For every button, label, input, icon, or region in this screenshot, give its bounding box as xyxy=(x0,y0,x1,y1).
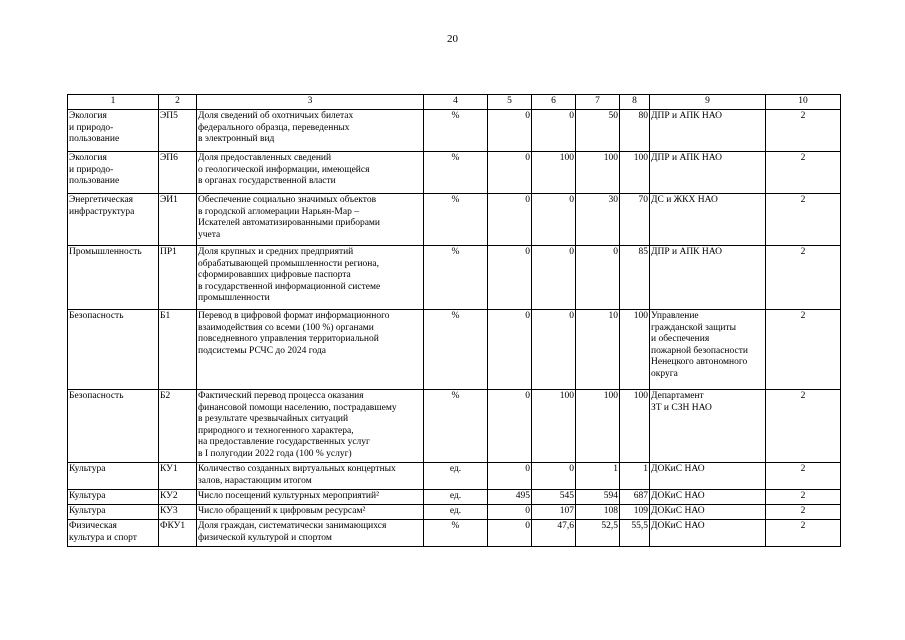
area-cell: Физическая культура и спорт xyxy=(68,520,159,547)
code-cell: КУ3 xyxy=(159,505,197,520)
value-cell: 52,5 xyxy=(576,520,620,547)
value-cell: 0 xyxy=(532,310,576,390)
column-header: 4 xyxy=(424,95,488,110)
unit-cell: % xyxy=(424,194,488,246)
indicator-name-cell: Фактический перевод процесса оказания финансовой помощи населению, пострадавшему в результате чрезвычайных ситуаций природного и техногенного характера, на предоставление государственных услуг в I полугодии 2022 года (100 % услуг) xyxy=(197,390,424,463)
value-cell: 55,5 xyxy=(620,520,650,547)
indicator-name-cell: Доля крупных и средних предприятий обрабатывающей промышленности региона, сформировавших цифровые паспорта в государственной информационной системе промышленности xyxy=(197,246,424,310)
table-row xyxy=(68,310,841,390)
table-row xyxy=(68,246,841,310)
unit-cell: % xyxy=(424,246,488,310)
code-cell: ПР1 xyxy=(159,246,197,310)
value-cell: 100 xyxy=(620,390,650,463)
table-row xyxy=(68,520,841,547)
value-cell: 0 xyxy=(488,110,532,152)
table-row xyxy=(68,152,841,194)
value-cell: 495 xyxy=(488,490,532,505)
code-cell: ЭП5 xyxy=(159,110,197,152)
column-header: 6 xyxy=(532,95,576,110)
value-cell: 687 xyxy=(620,490,650,505)
table-row xyxy=(68,490,841,505)
code-cell: Б2 xyxy=(159,390,197,463)
code-cell: Б1 xyxy=(159,310,197,390)
value-cell: 30 xyxy=(576,194,620,246)
area-cell: Безопасность xyxy=(68,310,159,390)
code-cell: ЭИ1 xyxy=(159,194,197,246)
value-cell: 0 xyxy=(488,310,532,390)
value-cell: 0 xyxy=(532,246,576,310)
indicators-table xyxy=(67,94,841,547)
value-cell: 0 xyxy=(488,194,532,246)
responsible-cell: ДПР и АПК НАО xyxy=(650,110,766,152)
value-cell: 100 xyxy=(532,390,576,463)
value-cell: 0 xyxy=(488,463,532,490)
value-cell: 1 xyxy=(620,463,650,490)
value-cell: 2 xyxy=(766,110,841,152)
table-row xyxy=(68,194,841,246)
value-cell: 100 xyxy=(620,310,650,390)
value-cell: 50 xyxy=(576,110,620,152)
value-cell: 0 xyxy=(488,246,532,310)
code-cell: КУ1 xyxy=(159,463,197,490)
value-cell: 47,6 xyxy=(532,520,576,547)
column-header: 9 xyxy=(650,95,766,110)
responsible-cell: ДОКиС НАО xyxy=(650,463,766,490)
indicator-name-cell: Число посещений культурных мероприятий² xyxy=(197,490,424,505)
value-cell: 0 xyxy=(532,110,576,152)
indicator-name-cell: Число обращений к цифровым ресурсам² xyxy=(197,505,424,520)
value-cell: 2 xyxy=(766,152,841,194)
responsible-cell: ДПР и АПК НАО xyxy=(650,152,766,194)
value-cell: 545 xyxy=(532,490,576,505)
code-cell: ФКУ1 xyxy=(159,520,197,547)
value-cell: 107 xyxy=(532,505,576,520)
value-cell: 2 xyxy=(766,463,841,490)
indicator-name-cell: Доля сведений об охотничьих билетах федерального образца, переведенных в электронный вид xyxy=(197,110,424,152)
area-cell: Безопасность xyxy=(68,390,159,463)
value-cell: 0 xyxy=(532,463,576,490)
value-cell: 109 xyxy=(620,505,650,520)
column-header: 8 xyxy=(620,95,650,110)
value-cell: 0 xyxy=(576,246,620,310)
responsible-cell: ДОКиС НАО xyxy=(650,505,766,520)
area-cell: Промышленность xyxy=(68,246,159,310)
code-cell: КУ2 xyxy=(159,490,197,505)
value-cell: 0 xyxy=(532,194,576,246)
value-cell: 70 xyxy=(620,194,650,246)
value-cell: 2 xyxy=(766,390,841,463)
column-header: 10 xyxy=(766,95,841,110)
unit-cell: ед. xyxy=(424,490,488,505)
unit-cell: ед. xyxy=(424,505,488,520)
table-row xyxy=(68,463,841,490)
unit-cell: % xyxy=(424,390,488,463)
table-row xyxy=(68,505,841,520)
indicator-name-cell: Доля граждан, систематически занимающихся физической культурой и спортом xyxy=(197,520,424,547)
table-row xyxy=(68,110,841,152)
responsible-cell: ДПР и АПК НАО xyxy=(650,246,766,310)
value-cell: 0 xyxy=(488,505,532,520)
unit-cell: % xyxy=(424,520,488,547)
code-cell: ЭП6 xyxy=(159,152,197,194)
responsible-cell: Департамент ЗТ и СЗН НАО xyxy=(650,390,766,463)
area-cell: Культура xyxy=(68,505,159,520)
value-cell: 0 xyxy=(488,390,532,463)
column-header: 3 xyxy=(197,95,424,110)
value-cell: 2 xyxy=(766,194,841,246)
indicator-name-cell: Перевод в цифровой формат информационного взаимодействия со всеми (100 %) органами повседневного управления территориальной подсистемы РСЧС до 2024 года xyxy=(197,310,424,390)
area-cell: Культура xyxy=(68,490,159,505)
value-cell: 2 xyxy=(766,505,841,520)
responsible-cell: ДС и ЖКХ НАО xyxy=(650,194,766,246)
area-cell: Энергетическая инфраструктура xyxy=(68,194,159,246)
value-cell: 2 xyxy=(766,310,841,390)
column-header: 5 xyxy=(488,95,532,110)
area-cell: Культура xyxy=(68,463,159,490)
value-cell: 2 xyxy=(766,490,841,505)
value-cell: 0 xyxy=(488,520,532,547)
page-number: 20 xyxy=(447,33,458,45)
table-row xyxy=(68,390,841,463)
value-cell: 2 xyxy=(766,246,841,310)
value-cell: 1 xyxy=(576,463,620,490)
indicator-name-cell: Доля предоставленных сведений о геологической информации, имеющейся в органах государственной власти xyxy=(197,152,424,194)
value-cell: 85 xyxy=(620,246,650,310)
table-header-row xyxy=(68,95,841,110)
area-cell: Экология и природо- пользование xyxy=(68,110,159,152)
unit-cell: % xyxy=(424,110,488,152)
value-cell: 80 xyxy=(620,110,650,152)
unit-cell: % xyxy=(424,152,488,194)
column-header: 1 xyxy=(68,95,159,110)
value-cell: 108 xyxy=(576,505,620,520)
value-cell: 100 xyxy=(576,390,620,463)
unit-cell: % xyxy=(424,310,488,390)
area-cell: Экология и природо- пользование xyxy=(68,152,159,194)
unit-cell: ед. xyxy=(424,463,488,490)
column-header: 2 xyxy=(159,95,197,110)
value-cell: 100 xyxy=(532,152,576,194)
value-cell: 0 xyxy=(488,152,532,194)
column-header: 7 xyxy=(576,95,620,110)
value-cell: 594 xyxy=(576,490,620,505)
responsible-cell: ДОКиС НАО xyxy=(650,520,766,547)
value-cell: 100 xyxy=(620,152,650,194)
value-cell: 10 xyxy=(576,310,620,390)
value-cell: 2 xyxy=(766,520,841,547)
value-cell: 100 xyxy=(576,152,620,194)
responsible-cell: ДОКиС НАО xyxy=(650,490,766,505)
indicator-name-cell: Обеспечение социально значимых объектов в городской агломерации Нарьян-Мар – Искателей автоматизированными приборами учета xyxy=(197,194,424,246)
indicator-name-cell: Количество созданных виртуальных концертных залов, нарастающим итогом xyxy=(197,463,424,490)
responsible-cell: Управление гражданской защиты и обеспечения пожарной безопасности Ненецкого автономного округа xyxy=(650,310,766,390)
